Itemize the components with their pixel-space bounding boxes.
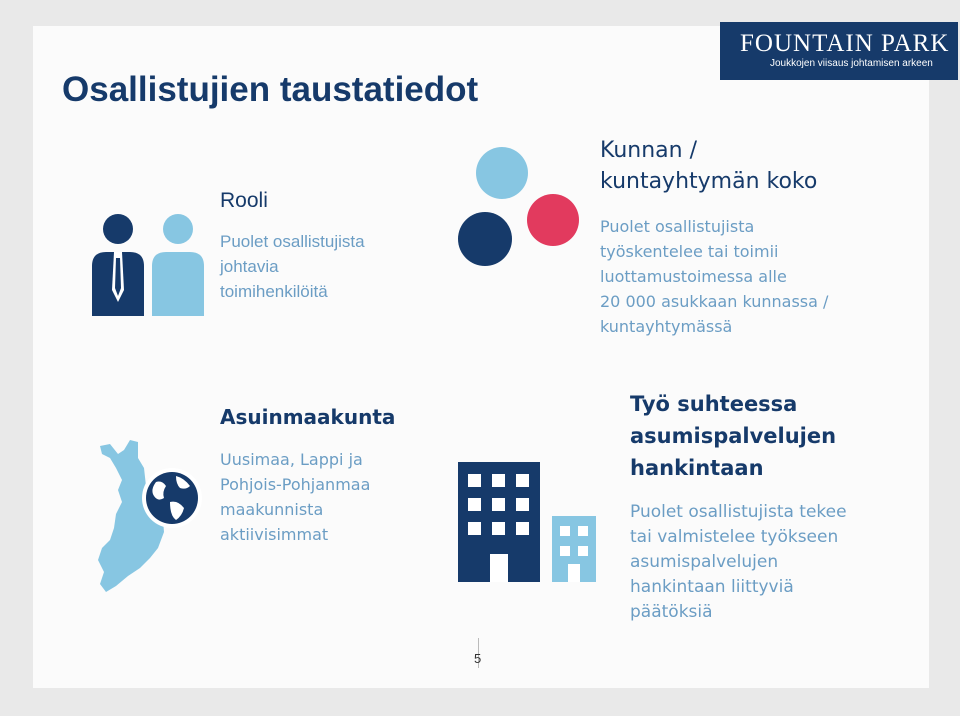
region-line: maakunnista bbox=[220, 500, 324, 519]
role-line: johtavia bbox=[220, 257, 279, 276]
work-line: asumispalvelujen bbox=[630, 552, 779, 572]
role-line: toimihenkilöitä bbox=[220, 282, 328, 301]
people-icon bbox=[90, 212, 210, 320]
region-line: Uusimaa, Lappi ja bbox=[220, 450, 363, 469]
region-line: Pohjois-Pohjanmaa bbox=[220, 475, 371, 494]
role-line: Puolet osallistujista bbox=[220, 232, 365, 251]
municipality-heading bbox=[600, 135, 817, 197]
role-text bbox=[220, 229, 365, 304]
work-text bbox=[630, 500, 847, 625]
municipality-line: Puolet osallistujista bbox=[600, 217, 755, 236]
fountain-park-logo bbox=[720, 22, 958, 80]
work-line: tai valmistelee työkseen bbox=[630, 527, 839, 547]
page-number: 5 bbox=[474, 651, 482, 666]
work-line: hankintaan liittyviä bbox=[630, 577, 794, 597]
municipality-line: 20 000 asukkaan kunnassa / bbox=[600, 292, 829, 311]
municipality-line: luottamustoimessa alle bbox=[600, 267, 787, 286]
work-heading-line: hankintaan bbox=[630, 456, 764, 480]
municipality-line: työskentelee tai toimii bbox=[600, 242, 779, 261]
finland-map-icon bbox=[92, 436, 208, 596]
buildings-icon bbox=[456, 460, 598, 586]
region-heading: Asuinmaakunta bbox=[220, 405, 396, 429]
region-line: aktiivisimmat bbox=[220, 525, 329, 544]
circles-icon bbox=[455, 146, 585, 268]
work-heading bbox=[630, 388, 836, 484]
municipality-heading-line: Kunnan / bbox=[600, 138, 697, 163]
logo-subtitle: Joukkojen viisaus johtamisen arkeen bbox=[770, 58, 933, 69]
work-heading-line: asumispalvelujen bbox=[630, 424, 837, 448]
role-heading: Rooli bbox=[220, 189, 268, 212]
work-line: päätöksiä bbox=[630, 602, 713, 622]
logo-title: FOUNTAIN PARK bbox=[740, 30, 950, 57]
work-heading-line: Työ suhteessa bbox=[630, 392, 798, 416]
municipality-text bbox=[600, 214, 828, 339]
page-title: Osallistujien taustatiedot bbox=[62, 70, 479, 109]
municipality-heading-line: kuntayhtymän koko bbox=[600, 169, 818, 194]
municipality-line: kuntayhtymässä bbox=[600, 317, 733, 336]
region-text bbox=[220, 447, 370, 547]
work-line: Puolet osallistujista tekee bbox=[630, 502, 847, 522]
